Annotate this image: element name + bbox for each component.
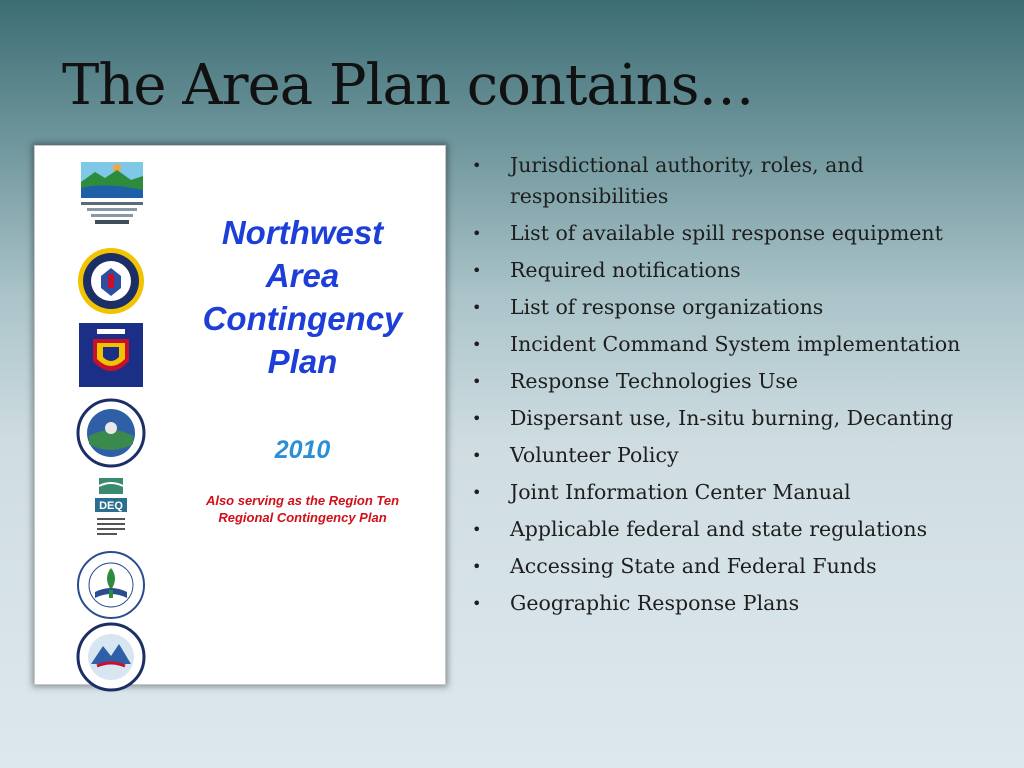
list-item-text: Joint Information Center Manual: [510, 480, 851, 504]
list-item-text: Volunteer Policy: [510, 443, 679, 467]
bullet-marker: •: [472, 446, 482, 465]
bullet-marker: •: [472, 335, 482, 354]
list-item: [472, 255, 992, 286]
list-item: [472, 292, 992, 323]
list-item: [472, 366, 992, 397]
plan-cover-image: [34, 145, 446, 685]
bullet-marker: •: [472, 594, 482, 613]
cover-note-line: Also serving as the Region Ten: [205, 493, 400, 508]
bullet-marker: •: [472, 483, 482, 502]
list-item-text: Incident Command System implementation: [510, 332, 961, 356]
bullet-marker: •: [472, 520, 482, 539]
idaho-bureau-homeland-security-seal: [75, 622, 147, 692]
slide-title: The Area Plan contains…: [62, 53, 754, 118]
cover-title-line: Northwest: [221, 214, 384, 251]
us-coast-guard-columbia-river-seal: [75, 398, 147, 468]
list-item-text: Applicable federal and state regulations: [510, 517, 928, 541]
list-item: [472, 477, 992, 508]
bullet-marker: •: [472, 156, 482, 175]
bullet-marker: •: [472, 409, 482, 428]
list-item-text: List of available spill response equipment: [510, 221, 943, 245]
list-item-text: Response Technologies Use: [510, 369, 799, 393]
bullet-marker: •: [472, 298, 482, 317]
list-item: [472, 329, 992, 360]
cover-title-line: Plan: [267, 343, 338, 380]
list-item-text: Jurisdictional authority, roles, and responsibilities: [510, 153, 864, 208]
washington-ecology-logo: [75, 158, 147, 228]
us-epa-seal: [75, 550, 147, 620]
list-item: [472, 514, 992, 545]
list-item-text: Accessing State and Federal Funds: [510, 554, 877, 578]
cover-title-line: Area: [265, 257, 340, 294]
svg-text:DEQ: DEQ: [99, 500, 123, 512]
list-item: [472, 218, 992, 249]
oregon-deq-logo: [75, 474, 147, 544]
coast-guard-thirteenth-district-seal: [75, 246, 147, 316]
list-item-text: Geographic Response Plans: [510, 591, 800, 615]
bullet-marker: •: [472, 224, 482, 243]
cover-note: [190, 492, 415, 526]
cover-title-line: Contingency: [202, 300, 403, 337]
list-item: [472, 150, 992, 212]
coast-guard-shield-logo: [75, 321, 147, 389]
bullet-marker: •: [472, 372, 482, 391]
cover-note-line: Regional Contingency Plan: [218, 510, 387, 525]
contents-list: [472, 150, 992, 625]
list-item-text: Dispersant use, In-situ burning, Decanting: [510, 406, 954, 430]
list-item: [472, 551, 992, 582]
list-item-text: List of response organizations: [510, 295, 824, 319]
list-item: [472, 588, 992, 619]
list-item: [472, 403, 992, 434]
bullet-marker: •: [472, 261, 482, 280]
bullet-marker: •: [472, 557, 482, 576]
list-item-text: Required notifications: [510, 258, 741, 282]
cover-title: [185, 211, 420, 383]
cover-year: 2010: [274, 436, 331, 464]
list-item: [472, 440, 992, 471]
